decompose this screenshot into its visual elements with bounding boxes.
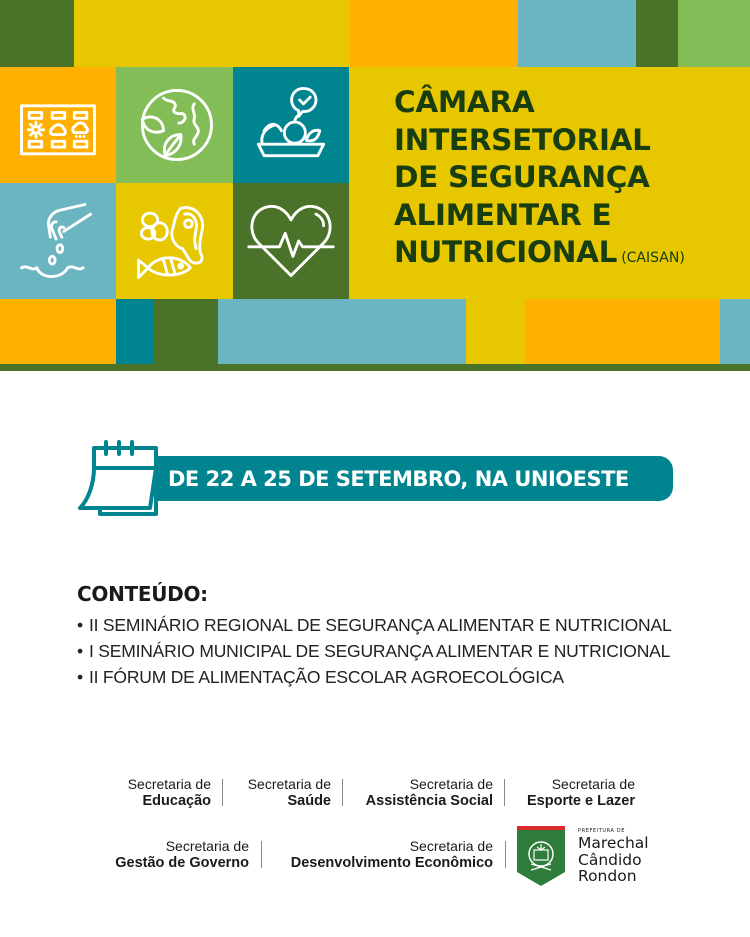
list-item-text: II FÓRUM DE ALIMENTAÇÃO ESCOLAR AGROECOLÓGICA [88, 667, 564, 687]
secretariat-name: Assistência Social [365, 793, 493, 809]
hand-sowing-seeds-icon [10, 193, 106, 289]
mosaic-block [466, 299, 525, 364]
mosaic-block [0, 299, 116, 364]
icon-tile-proteins [116, 183, 233, 299]
list-item-text: I SEMINÁRIO MUNICIPAL DE SEGURANÇA ALIMENTAR E NUTRICIONAL [88, 641, 671, 661]
secretariat-prefix: Secretaria de [409, 838, 493, 854]
secretariat-social-assistance [366, 776, 493, 810]
icon-tile-globe [116, 67, 233, 183]
content-section [77, 582, 671, 690]
title-line: INTERSETORIAL [394, 122, 651, 157]
content-heading: CONTEÚDO: [77, 582, 208, 606]
page-title [394, 84, 685, 278]
list-item [77, 638, 671, 664]
divider [342, 779, 343, 806]
mosaic-block [518, 0, 636, 67]
list-item [77, 612, 671, 638]
secretariat-prefix: Secretaria de [551, 776, 635, 792]
bullet: • [77, 615, 83, 635]
secretariat-prefix: Secretaria de [409, 776, 493, 792]
title-line-last [394, 234, 685, 278]
mosaic-block [0, 0, 74, 67]
secretariat-name: Esporte e Lazer [527, 793, 635, 809]
protein-foods-icon [127, 193, 223, 289]
title-line: CÂMARA [394, 85, 535, 119]
secretariat-name: Educação [142, 793, 211, 809]
mosaic-block [116, 299, 154, 364]
divider [261, 841, 262, 868]
secretariat-name: Saúde [287, 793, 331, 809]
divider [222, 779, 223, 806]
municipality-name-line: Cândido [578, 850, 642, 869]
title-line: NUTRICIONAL [394, 235, 618, 269]
list-item [77, 664, 671, 690]
secretariat-prefix: Secretaria de [247, 776, 331, 792]
title-line: DE SEGURANÇA [394, 160, 650, 194]
secretariat-government-management [115, 838, 249, 872]
title-line: ALIMENTAR E [394, 197, 612, 232]
mosaic-block [525, 299, 720, 364]
heart-pulse-icon [243, 193, 339, 289]
icon-tile-food-approved [233, 67, 349, 183]
icon-tile-health [233, 183, 349, 299]
secretariat-name: Gestão de Governo [115, 855, 249, 871]
bullet: • [77, 667, 83, 687]
secretariat-prefix: Secretaria de [165, 838, 249, 854]
municipality-logo-text [578, 828, 649, 885]
mosaic-block [154, 299, 218, 364]
weather-forecast-icon [10, 77, 106, 173]
mosaic-block [636, 0, 678, 67]
secretariat-name: Desenvolvimento Econômico [290, 855, 493, 871]
secretariat-education [128, 776, 211, 810]
icon-tile-sowing [0, 183, 116, 299]
mosaic-block [720, 299, 750, 364]
municipality-name-line: Rondon [578, 867, 637, 885]
mosaic-block [74, 0, 350, 67]
date-location-text: DE 22 A 25 DE SETEMBRO, NA UNIOESTE [168, 466, 629, 491]
header-divider-line [0, 364, 750, 371]
mosaic-block [678, 0, 750, 67]
municipal-crest-icon [517, 826, 565, 886]
municipality-name-line: Marechal [578, 834, 649, 852]
approved-food-basket-icon [243, 77, 339, 173]
calendar-icon [74, 440, 164, 520]
mosaic-block [218, 299, 466, 364]
list-item-text: II SEMINÁRIO REGIONAL DE SEGURANÇA ALIMENTAR E NUTRICIONAL [88, 615, 672, 635]
eco-globe-icon [127, 77, 223, 173]
secretariat-prefix: Secretaria de [127, 776, 211, 792]
secretariat-health [248, 776, 331, 810]
divider [505, 841, 506, 868]
municipality-label: PREFEITURA DE [578, 828, 625, 834]
content-list [77, 612, 671, 690]
mosaic-block [350, 0, 518, 67]
icon-tile-weather [0, 67, 116, 183]
secretariat-economic-development [291, 838, 493, 872]
title-abbreviation: (CAISAN) [621, 250, 685, 266]
date-location-banner [150, 456, 673, 501]
secretariat-sports-leisure [527, 776, 635, 810]
bullet: • [77, 641, 83, 661]
divider [504, 779, 505, 806]
